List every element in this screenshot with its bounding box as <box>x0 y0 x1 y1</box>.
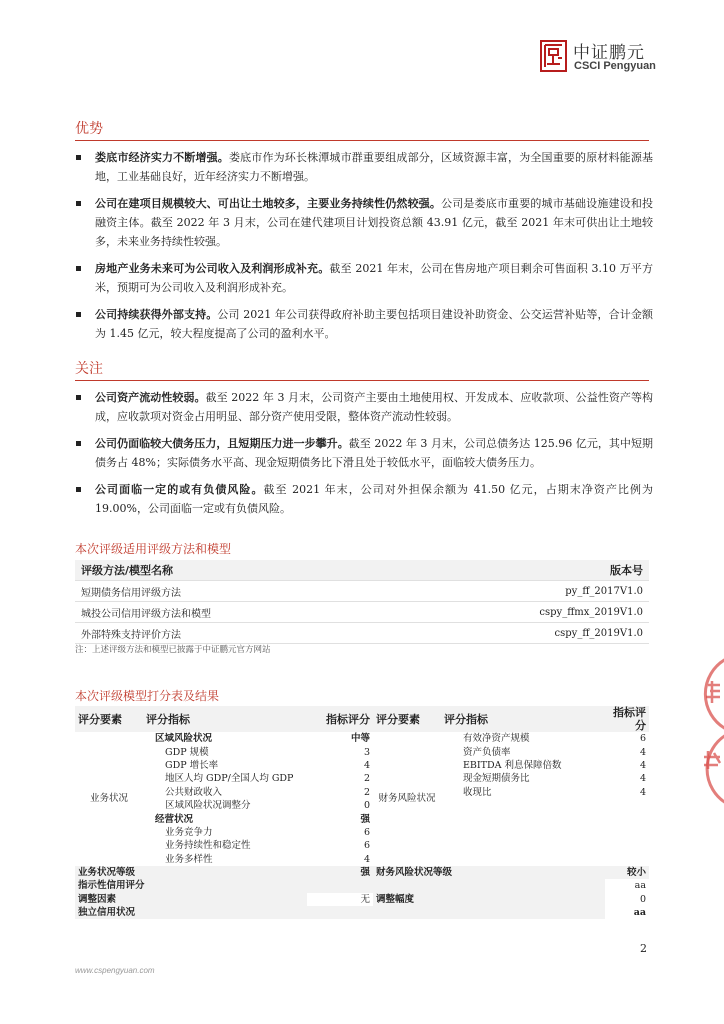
item-text: 公司是娄底市重要的城市基础设施建设和投融资主体。截至 2022 年 3 月末，公司在建代建项目计划投资总额 43.91 亿元，截至 2021 年末可供出让土地较多，未来业务持续性较强。 <box>95 197 654 248</box>
method-name: 短期债务信用评级方法 <box>75 581 391 602</box>
table-row <box>75 853 649 866</box>
indicator-score: 4 <box>363 759 370 771</box>
item-text: 截至 2021 年末，公司在售房地产项目剩余可售面积 3.10 万平方米，预期可为公司收入及利润形成补充。 <box>95 262 653 294</box>
col-version: 版本号 <box>391 560 649 581</box>
indicator-score: 强 <box>360 813 370 825</box>
item-lead: 娄底市经济实力不断增强。 <box>95 151 229 164</box>
bullet-icon <box>76 312 81 317</box>
table-row <box>75 786 649 799</box>
indicator-label: 现金短期债务比 <box>463 773 530 785</box>
indicator-label: GDP 规模 <box>165 746 209 758</box>
table-row <box>75 839 649 852</box>
brand-name-en: CSCI Pengyuan <box>574 60 656 72</box>
indicator-score: 4 <box>639 746 646 758</box>
adjust-range-label: 调整幅度 <box>373 893 605 906</box>
table-row <box>75 799 649 812</box>
indicator-label: 地区人均 GDP/全国人均 GDP <box>165 773 294 785</box>
business-grade: 强 <box>307 866 373 879</box>
indicator-score: 6 <box>363 840 370 852</box>
strengths-title: 优势 <box>75 121 103 137</box>
list-item <box>75 259 653 297</box>
table-row <box>75 602 649 623</box>
page-number: 2 <box>640 942 647 955</box>
bullet-icon <box>76 487 81 492</box>
bullet-icon <box>76 201 81 206</box>
concerns-list <box>75 388 653 518</box>
table-row <box>75 812 649 825</box>
red-seal-stamp <box>692 655 724 808</box>
list-item <box>75 194 653 251</box>
indicator-label: 资产负债率 <box>463 746 511 758</box>
col-score: 指标评分 <box>307 706 373 732</box>
financial-grade-label: 财务风险状况等级 <box>373 866 605 879</box>
table-row <box>75 759 649 772</box>
list-item <box>75 148 653 186</box>
business-factor: 业务状况 <box>89 793 128 805</box>
indicative-label: 指示性信用评分 <box>75 879 605 892</box>
adjust-range-value: 0 <box>639 893 646 905</box>
indicator-score: 6 <box>363 826 370 838</box>
indicative-score: aa <box>634 880 646 892</box>
indicator-score: 2 <box>363 773 370 785</box>
list-item <box>75 480 653 518</box>
bullet-icon <box>76 266 81 271</box>
col-factor-2: 评分要素 <box>373 706 441 732</box>
col-indicator: 评分指标 <box>143 706 307 732</box>
indicator-label: 收现比 <box>463 786 492 798</box>
indicator-score: 2 <box>363 786 370 798</box>
item-text: 娄底市作为环长株潭城市群重要组成部分，区域资源丰富，为全国重要的原材料能源基地，工业基础良好，近年经济实力不断增强。 <box>95 151 654 183</box>
scorecard-title: 本次评级模型打分表及结果 <box>75 689 220 703</box>
bullet-icon <box>76 441 81 446</box>
table-row <box>75 772 649 785</box>
adjust-label: 调整因素 <box>75 893 307 906</box>
summary-row <box>75 866 649 879</box>
methods-note: 注：上述评级方法和模型已披露于中证鹏元官方网站 <box>75 645 271 655</box>
indicator-score: 0 <box>363 800 370 812</box>
indicator-label: 公共财政收入 <box>165 786 223 798</box>
indicator-score: 6 <box>639 733 646 745</box>
adjust-value: 无 <box>360 893 370 905</box>
method-version: cspy_ffmx_2019V1.0 <box>391 602 649 623</box>
method-version: py_ff_2017V1.0 <box>391 581 649 602</box>
table-header-row <box>75 560 649 581</box>
indicator-score: 4 <box>639 786 646 798</box>
table-row <box>75 732 649 745</box>
col-factor: 评分要素 <box>75 706 143 732</box>
list-item <box>75 434 653 472</box>
indicator-score: 4 <box>363 853 370 865</box>
financial-factor: 财务风险状况 <box>378 793 436 805</box>
item-lead: 公司仍面临较大债务压力，且短期压力进一步攀升。 <box>95 437 349 450</box>
method-version: cspy_ff_2019V1.0 <box>391 623 649 644</box>
col-method-name: 评级方法/模型名称 <box>75 560 391 581</box>
item-text: 公司 2021 年公司获得政府补助主要包括项目建设补助资金、公交运营补贴等，合计金额为 1.45 亿元，较大程度提高了公司的盈利水平。 <box>95 308 653 340</box>
standalone-label: 独立信用状况 <box>75 906 605 919</box>
item-lead: 公司在建项目规模较大、可出让土地较多，主要业务持续性仍然较强。 <box>95 197 442 210</box>
scorecard-table <box>75 706 649 919</box>
item-lead: 公司面临一定的或有负债风险。 <box>95 483 264 496</box>
brand-name-cn: 中证鹏元 <box>573 43 645 63</box>
item-lead: 公司资产流动性较弱。 <box>95 391 206 404</box>
brand-seal-icon <box>540 40 567 72</box>
table-row <box>75 826 649 839</box>
indicator-label: 业务持续性和稳定性 <box>165 840 251 852</box>
indicator-score: 中等 <box>350 733 370 745</box>
standalone-value: aa <box>633 907 646 919</box>
table-header-row <box>75 706 649 732</box>
indicator-score: 4 <box>639 773 646 785</box>
strengths-divider <box>75 140 649 141</box>
indicator-label: EBITDA 利息保障倍数 <box>463 759 562 771</box>
financial-grade: 较小 <box>605 866 649 879</box>
indicator-label: GDP 增长率 <box>165 759 219 771</box>
business-grade-label: 业务状况等级 <box>75 866 307 879</box>
table-row <box>75 745 649 758</box>
list-item <box>75 388 653 426</box>
indicator-label: 区域风险状况调整分 <box>165 800 251 812</box>
indicator-label: 区域风险状况 <box>155 733 213 745</box>
col-indicator-2: 评分指标 <box>441 706 605 732</box>
bullet-icon <box>76 155 81 160</box>
strengths-list <box>75 148 653 343</box>
concerns-divider <box>75 380 649 381</box>
item-lead: 房地产业务未来可为公司收入及利润形成补充。 <box>95 262 330 275</box>
indicator-label: 有效净资产规模 <box>463 733 530 745</box>
methods-table <box>75 560 649 644</box>
indicator-label: 业务竞争力 <box>165 826 213 838</box>
concerns-title: 关注 <box>75 361 103 377</box>
list-item <box>75 305 653 343</box>
item-text: 截至 2022 年 3 月末，公司资产主要由土地使用权、开发成本、应收款项、公益性资产等构成，应收款项对资金占用明显、部分资产使用受限，整体资产流动性较弱。 <box>95 391 654 423</box>
method-name: 城投公司信用评级方法和模型 <box>75 602 391 623</box>
summary-row <box>75 879 649 892</box>
summary-row <box>75 906 649 919</box>
item-text: 截至 2021 年末，公司对外担保余额为 41.50 亿元，占期末净资产比例为 19.00%，公司面临一定或有负债风险。 <box>95 483 653 515</box>
col-score-2: 指标评分 <box>605 706 649 732</box>
indicator-score: 4 <box>639 759 646 771</box>
method-name: 外部特殊支持评价方法 <box>75 623 391 644</box>
table-row <box>75 581 649 602</box>
indicator-score: 3 <box>363 746 370 758</box>
table-row <box>75 623 649 644</box>
indicator-label: 经营状况 <box>155 813 194 825</box>
footer-url: www.cspengyuan.com <box>75 966 155 975</box>
item-text: 截至 2022 年 3 月末，公司总债务达 125.96 亿元，其中短期债务占 48%；实际债务水平高、现金短期债务比下滑且处于较低水平，面临较大债务压力。 <box>95 437 653 469</box>
bullet-icon <box>76 395 81 400</box>
item-lead: 公司持续获得外部支持。 <box>95 308 218 321</box>
indicator-label: 业务多样性 <box>165 853 213 865</box>
methods-title: 本次评级适用评级方法和模型 <box>75 542 232 556</box>
summary-row <box>75 893 649 906</box>
